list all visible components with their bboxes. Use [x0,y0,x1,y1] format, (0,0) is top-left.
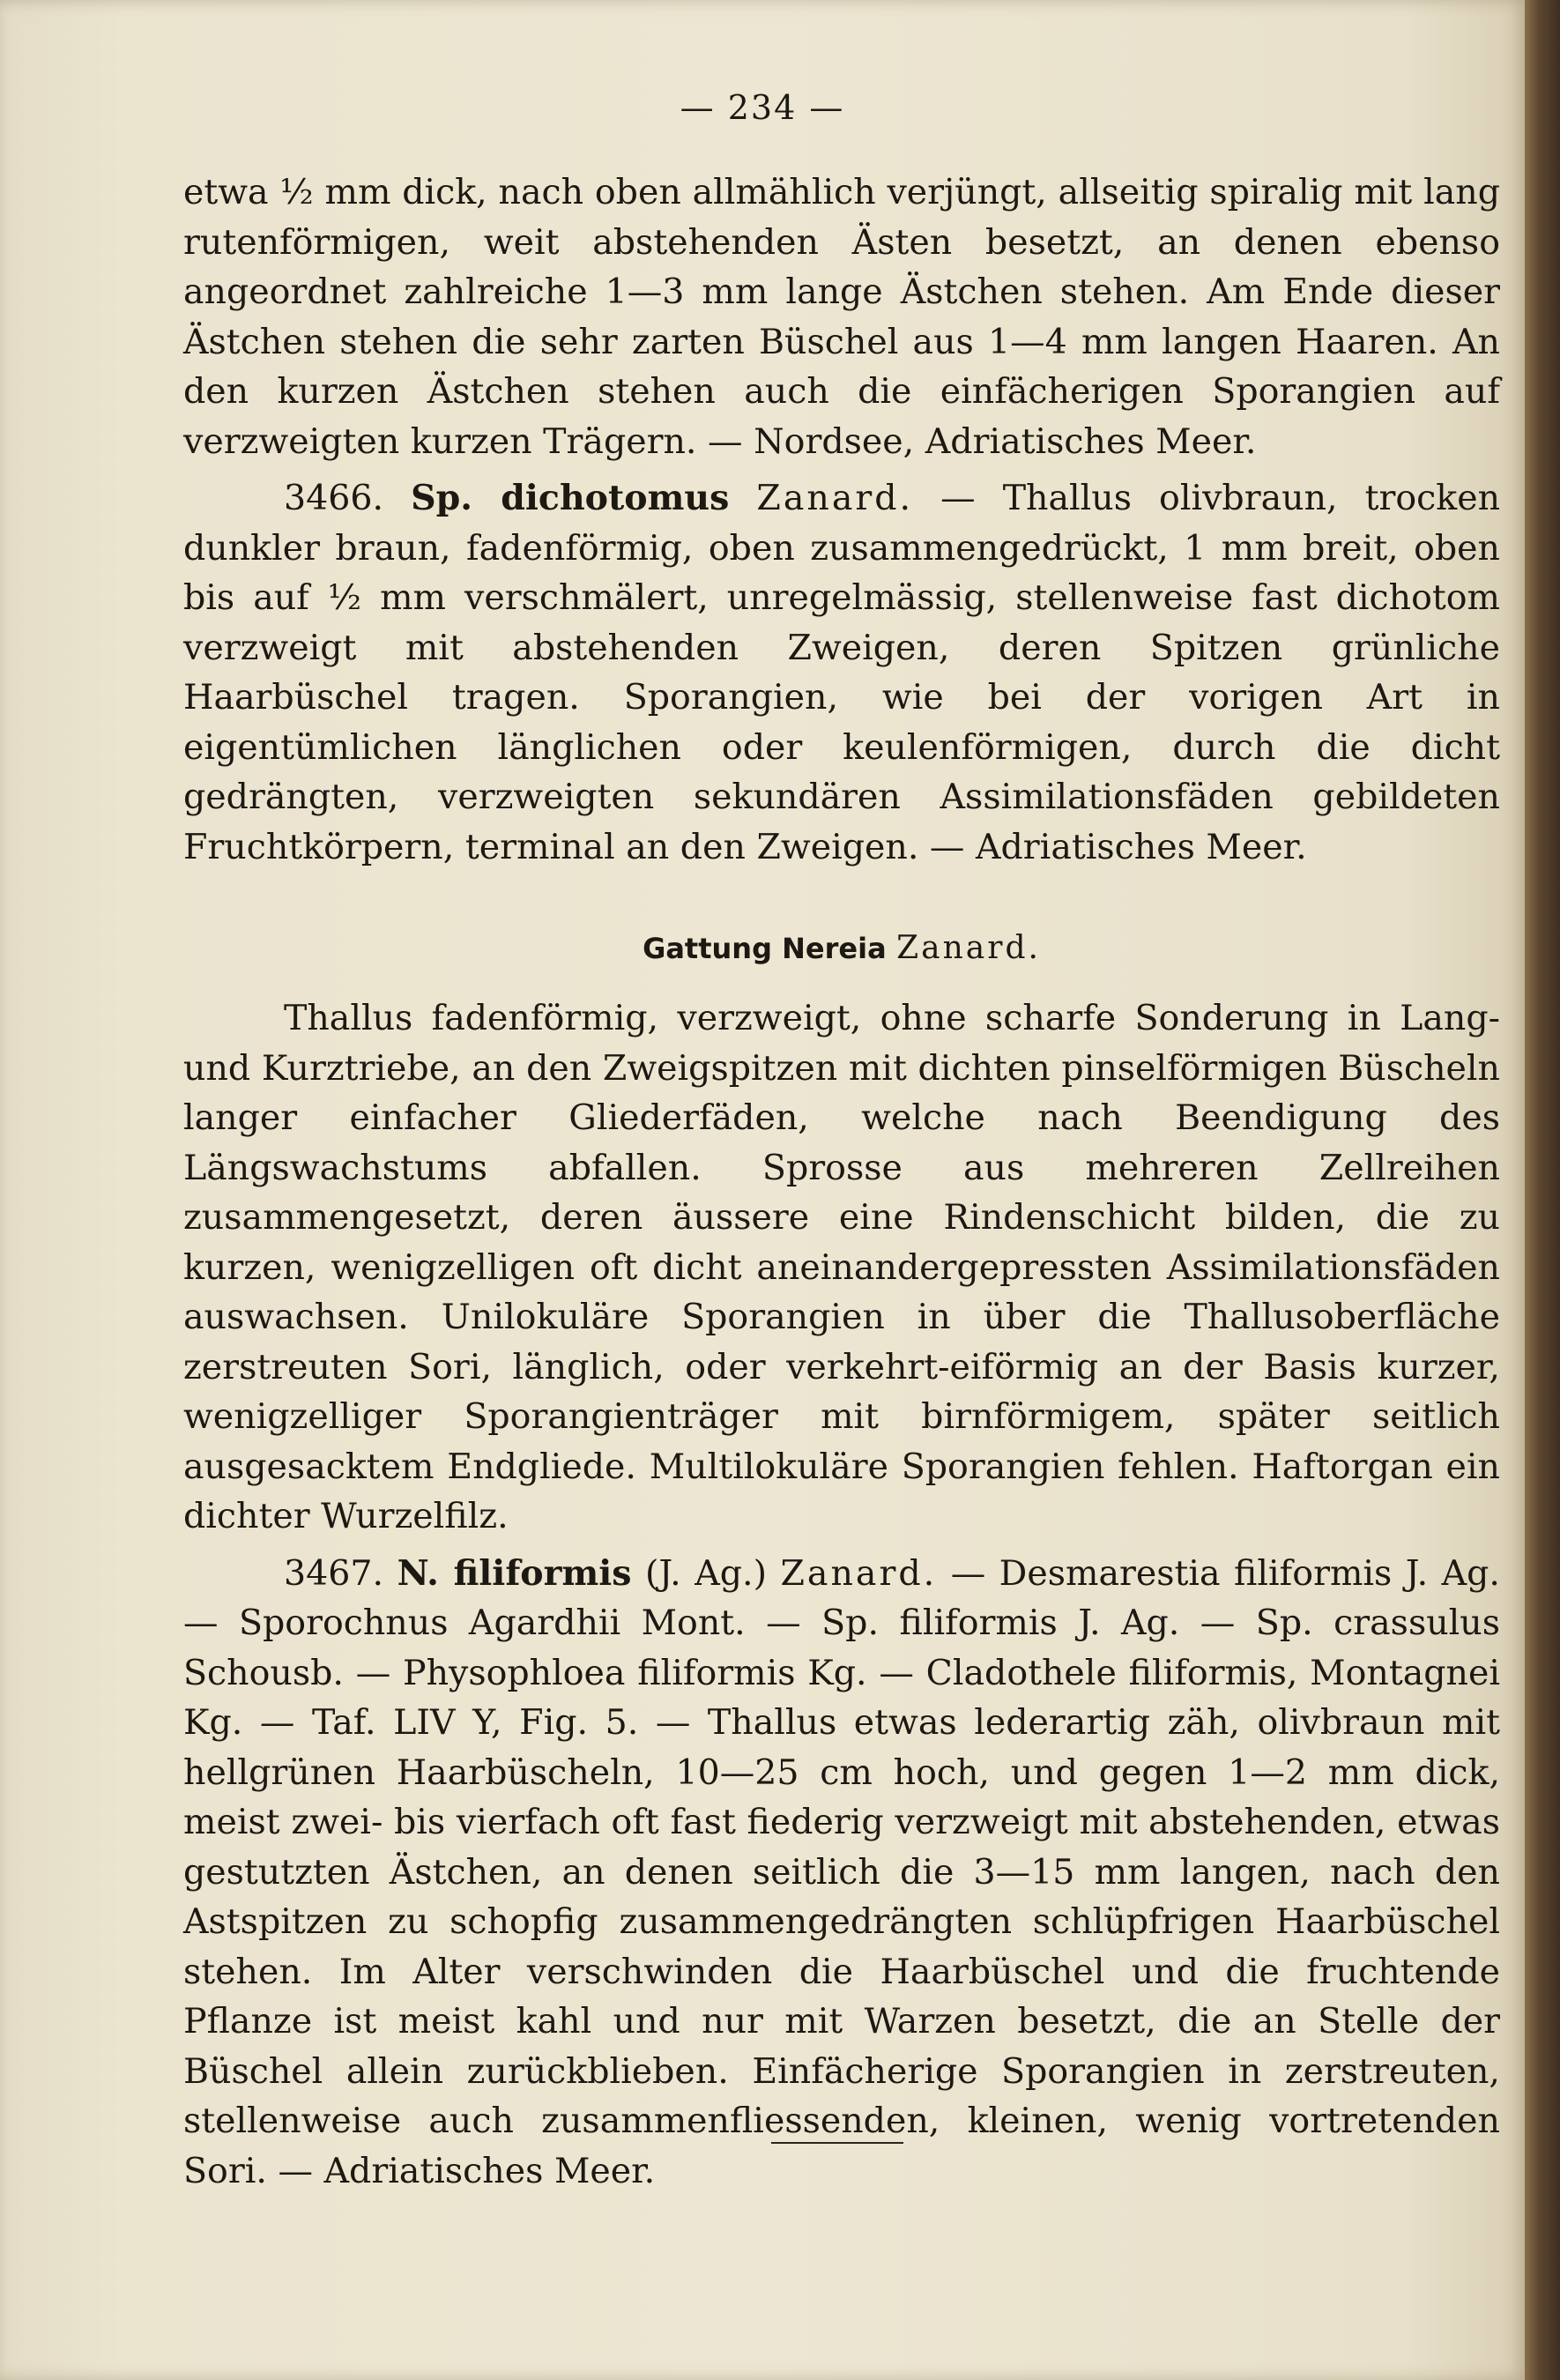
species-description: — Desmarestia filiformis J. Ag. — Sporochnus Agardhii Mont. — Sp. filiformis J. Ag. — Sp. crassulus Schousb. — Physophloea filiformis Kg. — Cladothele filiformis, Montagnei Kg. — Taf. LIV Y, Fig. 5. — Thallus etwas lederartig zäh, olivbraun mit hellgrünen Haarbüscheln, 10—25 cm hoch, und gegen 1—2 mm dick, meist zwei- bis vierfach oft fast fiederig verzweigt mit abstehenden, etwas gestutzten Ästchen, an denen seitlich die 3—15 mm langen, nach den Astspitzen zu schopfig zusammengedrängten schlüpfrigen Haarbüschel stehen. Im Alter verschwinden die Haarbüschel und die fruchtende Pflanze ist meist kahl und nur mit Warzen besetzt, die an Stelle der Büschel allein zurückblieben. Einfächerige Sporangien in zerstreuten, stellenweise auch zusammenfliessenden, kleinen, wenig vortretenden Sori. — Adriatisches Meer. [183,1552,1500,2191]
paragraph-continuation: etwa ½ mm dick, nach oben allmählich verjüngt, allseitig spiralig mit lang rutenförmigen, weit abstehenden Ästen besetzt, an denen ebenso angeordnet zahlreiche 1—3 mm lange Ästchen stehen. Am Ende dieser Ästchen stehen die sehr zarten Büschel aus 1—4 mm langen Haaren. An den kurzen Ästchen stehen auch die einfächerigen Sporangien auf verzweigten kurzen Trägern. — Nordsee, Adriatisches Meer. [183,172,1500,462]
species-number: 3466. [284,478,384,518]
species-number: 3467. [284,1552,384,1594]
genus-name: Gattung Nereia [643,932,887,965]
species-description: — Thallus olivbraun, trocken dunkler braun, fadenförmig, oben zusammengedrückt, 1 mm breit, oben bis auf ½ mm verschmälert, unregelmässig, stellenweise fast dichotom verzweigt mit abstehenden Zweigen, deren Spitzen grünliche Haarbüschel tragen. Sporangien, wie bei der vorigen Art in eigentümlichen länglichen oder keulenförmigen, durch die dicht gedrängten, verzweigten sekundären Assimilationsfäden gebildeten Fruchtkörpern, terminal an den Zweigen. — Adriatisches Meer. [183,478,1501,867]
genus-heading [183,926,1500,971]
page-body [183,167,1500,2196]
species-entry-3467 [183,1549,1500,2197]
species-entry-3466 [183,473,1500,872]
species-name: Sp. dichotomus [411,478,730,518]
species-author: Zanard. [780,1552,938,1594]
page-number: — 234 — [680,88,845,127]
species-author-parenthetical: (J. Ag.) [645,1552,767,1594]
section-end-rule [771,2142,903,2144]
genus-author: Zanard. [896,930,1041,966]
genus-description: Thallus fadenförmig, verzweigt, ohne scharfe Sonderung in Lang- und Kurztriebe, an den Zweigspitzen mit dichten pinselförmigen Büscheln langer einfacher Gliederfäden, welche nach Beendigung des Längswachstums abfallen. Sprosse aus mehreren Zellreihen zusammengesetzt, deren äussere eine Rindenschicht bilden, die zu kurzen, wenigzelligen oft dicht aneinandergepressten Assimilationsfäden auswachsen. Unilokuläre Sporangien in über die Thallusoberfläche zerstreuten Sori, länglich, oder verkehrt-eiförmig an der Basis kurzer, wenigzelliger Sporangienträger mit birnförmigem, später seitlich ausgesacktem Endgliede. Multilokuläre Sporangien fehlen. Haftorgan ein dichter Wurzelfilz. [183,998,1500,1536]
species-author: Zanard. [756,478,914,518]
species-name: N. filiformis [397,1552,632,1594]
book-edge [1525,0,1560,2380]
